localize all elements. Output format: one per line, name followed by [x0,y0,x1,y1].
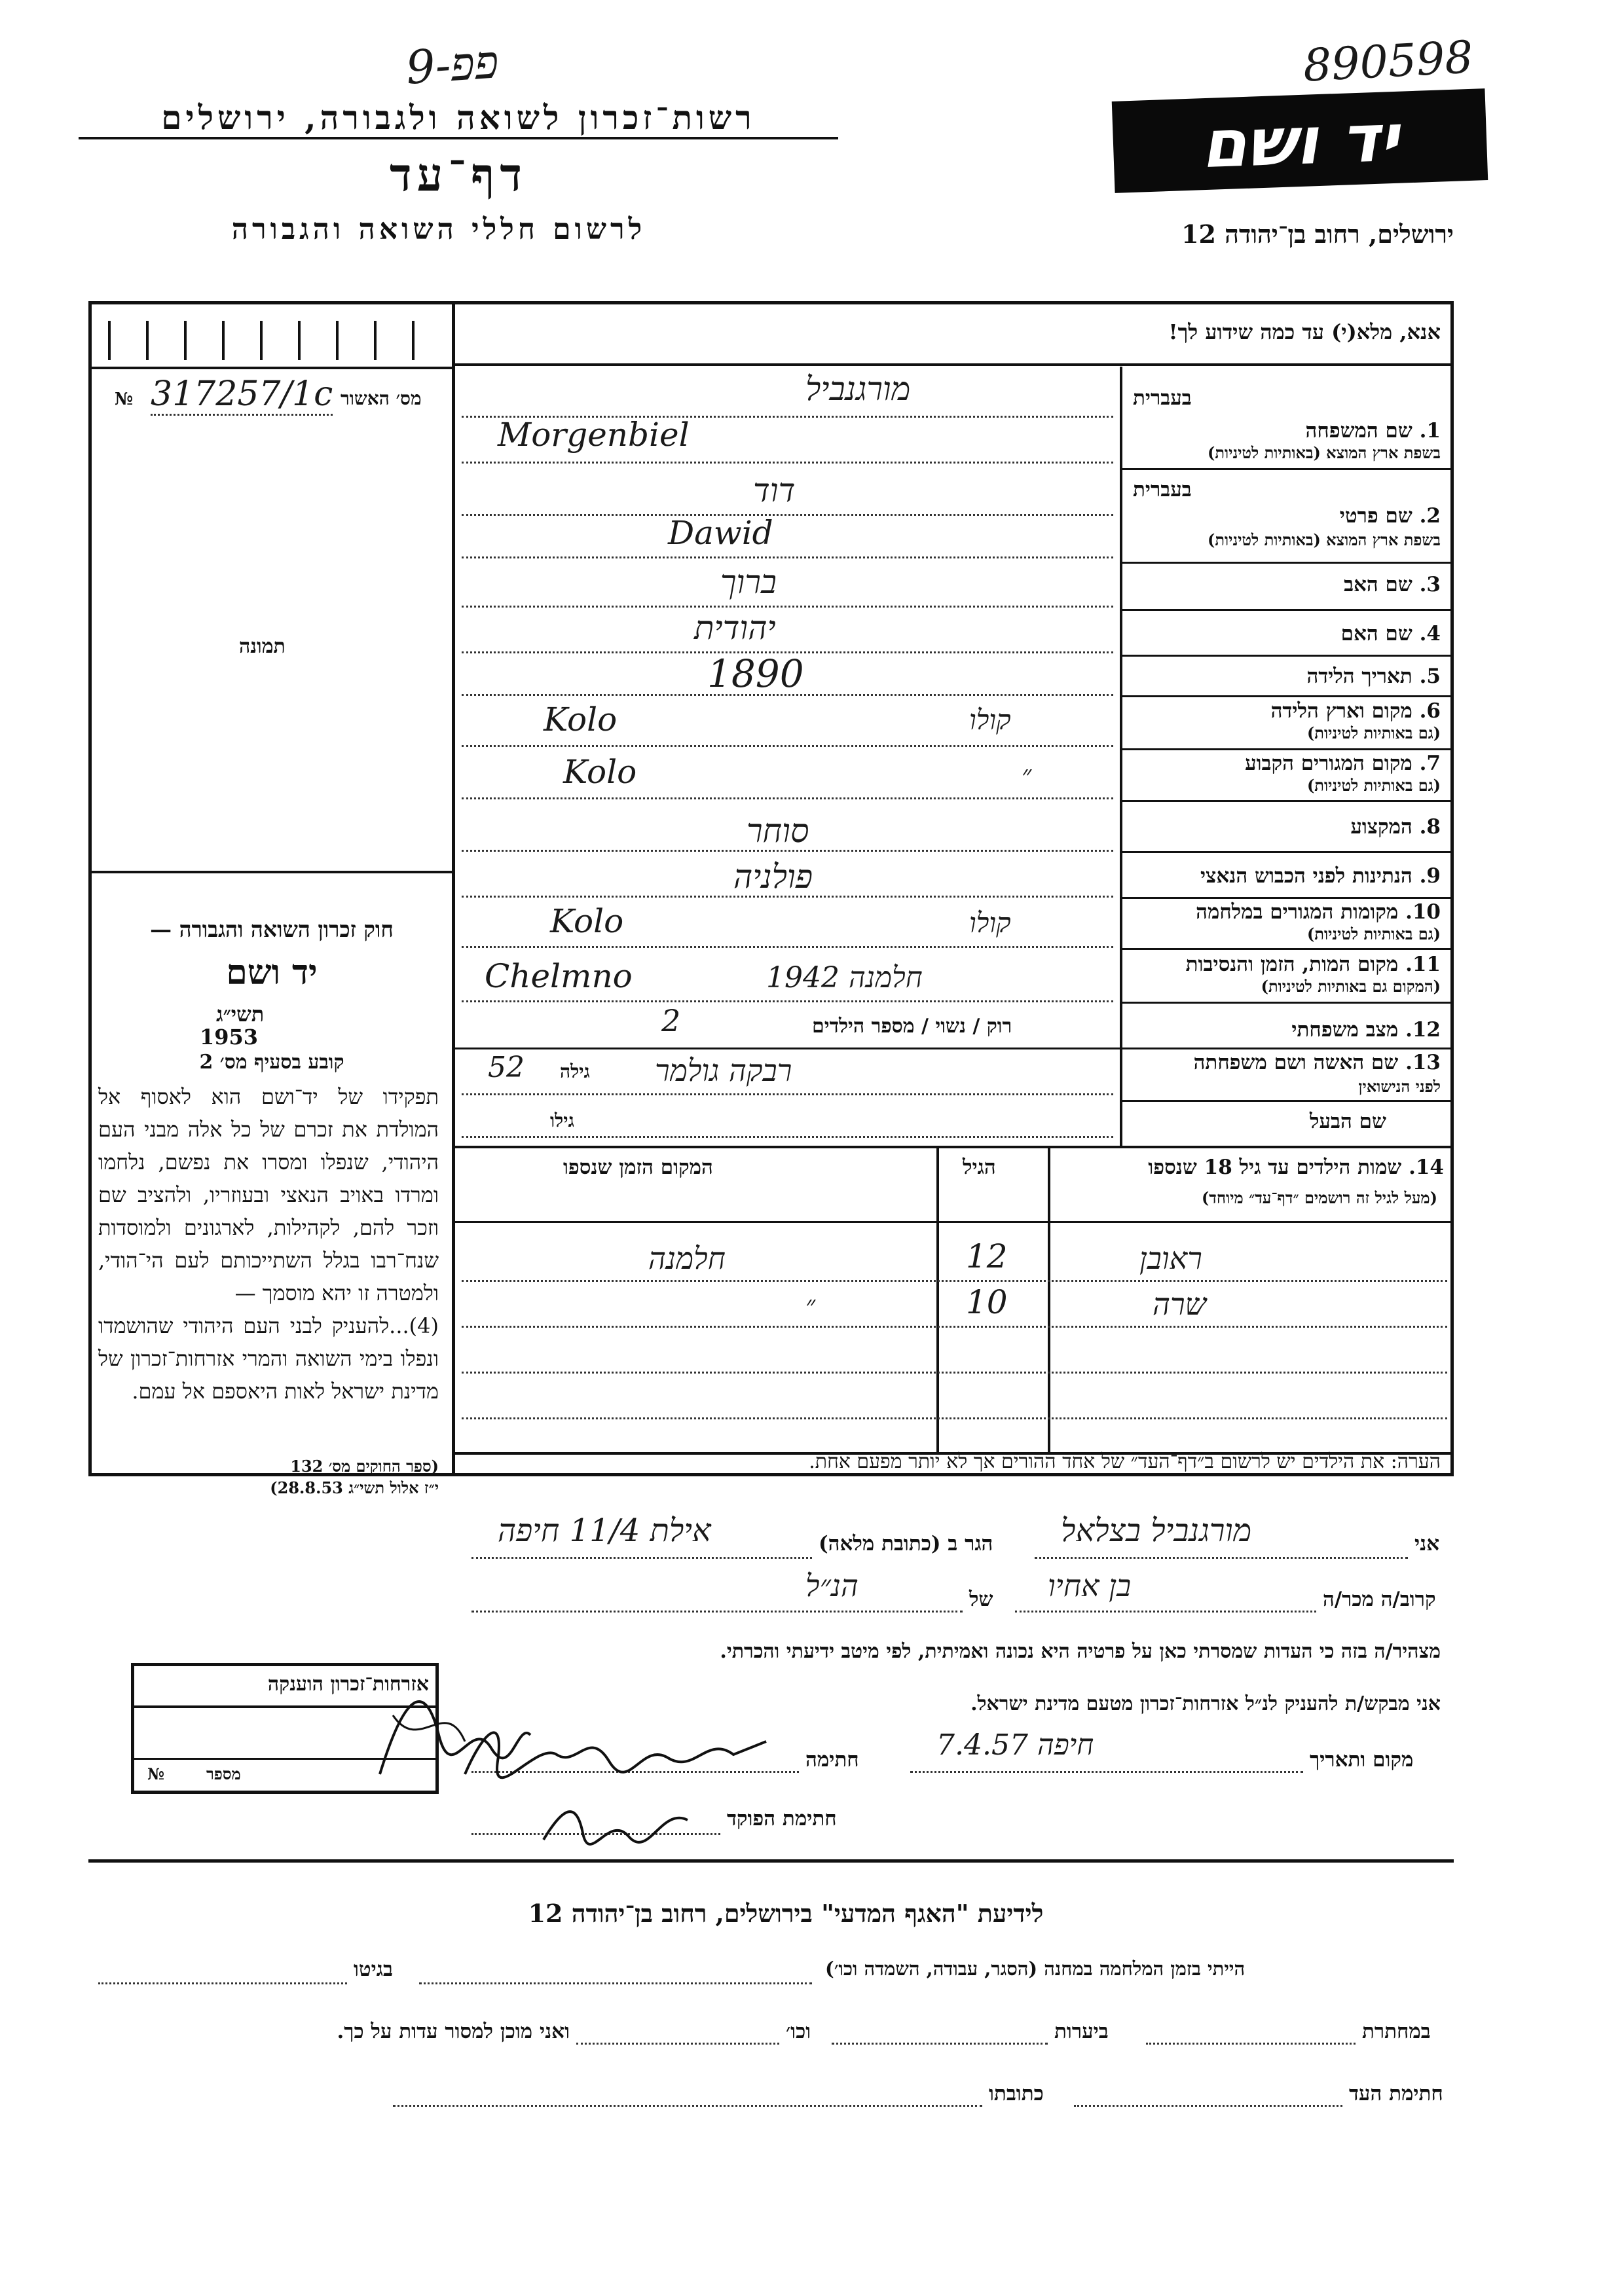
footer-line2-d: ואני מוכן למסור עדות על כך. [337,2020,570,2043]
decl-place-date-value: חיפה 7.4.57 [936,1728,1094,1762]
decl-signature-label: חתימה [805,1748,859,1772]
field-1-num: 1. [1419,419,1441,443]
cert-ticks [108,321,442,360]
field-2-num: 2. [1419,504,1441,528]
field-9-line [462,896,1113,898]
field-10-label [1133,900,1441,924]
field-12-num: 12. [1405,1018,1441,1042]
field-2-line-a [462,514,1113,516]
yad-vashem-logo [1112,88,1488,193]
field-8-value: סוחר [747,812,809,850]
left-column-divider [452,301,455,1476]
note-text: הערה: את הילדים יש לרשום ב״דף־העד״ של אחד ההורים אך לא יותר מפעם אחת. [809,1450,1441,1473]
field-8-text: המקצוע [1350,815,1412,839]
children-sub: (מעל לגיל זה רושמים ״דף־עד״ מיוחד) [1201,1188,1437,1207]
children-num: 14. [1409,1156,1444,1179]
law-year: 1953 [200,1025,259,1049]
law-text-2: (4)...להעניק לבני העם היהודי שהושמדו ונפלו בימי השואה והמרי אזרחות־זכרון של מדינת ישראל לאות היאספם אל עמם. [98,1313,439,1404]
field-3-num: 3. [1419,573,1441,596]
children-row-1-place: חלמנה [648,1241,726,1276]
law-name: יד ושם [226,953,318,993]
decl-name-line [1035,1557,1408,1559]
field-7-num: 7. [1419,752,1441,775]
citizenship-title: אזרחות־זכרון הוענקה [267,1673,429,1696]
decl-place-date: מקום ותאריך [1310,1748,1414,1772]
photo-label: תמונה [239,635,286,658]
footer-title: לידיעת "האגף המדעי" בירושלים, רחוב בן־יהודה 12 [528,1899,1044,1928]
field-4-label [1133,622,1441,646]
handwritten-archive-mark: פפ-9 [404,35,501,95]
field-4-divider [1120,655,1454,657]
field-8-num: 8. [1419,815,1441,839]
decl-relative-line [1015,1611,1316,1613]
field-11-value-latin: Chelmno [485,957,633,995]
org-address: ירושלים, רחוב בן־יהודה 12 [1181,219,1454,249]
form-subtitle: לרשום חללי השואה והגבורה [231,213,646,246]
field-9-text: הנתינות לפני הכבוש הנאצי [1200,864,1412,888]
footer-line1-b: בגיטו [354,1958,393,1981]
label-column-divider [1120,367,1122,1146]
field-7-label [1133,752,1441,775]
decl-of-line [471,1611,963,1613]
field-1-label [1133,419,1441,443]
field-2-value-hebrew: דוד [753,471,796,509]
field-13-label [1133,1051,1441,1074]
field-5-value: 1890 [707,651,804,696]
field-9-divider [1120,897,1454,899]
decl-request: אני מבקש/ת להעניק לנ״ל אזרחות־זכרון מטעם מדינת ישראל. [970,1692,1441,1715]
field-13-sub: לפני הנישואין [1358,1077,1441,1096]
field-7-value-latin: Kolo [563,753,637,791]
field-7-divider [1120,800,1454,802]
children-row-2-age: 10 [966,1283,1008,1321]
field-12-divider [452,1048,1454,1049]
field-3-divider [1120,609,1454,611]
husband-line [462,1136,1113,1138]
field-12-label [1133,1018,1441,1042]
footer-line2-b: ביערות [1054,2020,1109,2043]
decl-officer-signature: חתימת הפוקד [727,1807,837,1831]
field-11-line [462,1000,1113,1002]
field-6-value-hebrew: קולו [969,704,1011,736]
field-8-line [462,850,1113,852]
field-9-num: 9. [1419,864,1441,888]
decl-of-value: הנ״ל [805,1568,858,1603]
field-1-tag: בעברית [1133,386,1192,410]
field-10-num: 10. [1405,900,1441,924]
field-6-value-latin: Kolo [544,701,618,738]
certificate-value: 317257/1c [151,374,333,416]
field-2-line-b [462,556,1113,558]
children-row-2-place: ״ [805,1290,816,1321]
field-7-value-hebrew: ״ [1022,760,1032,790]
field-7-line [462,797,1113,799]
law-ref: (ספר החוקים מס׳ 132 [290,1457,439,1476]
field-13-divider [1120,1100,1454,1102]
field-10-sub: (גם באותיות לטיניות) [1306,924,1441,943]
field-5-num: 5. [1419,665,1441,688]
certificate-no-sign: № [115,390,134,409]
field-3-value: ברוך [720,563,777,601]
logo-text: יד ושם [1200,99,1400,183]
field-4-value: יהודית [694,609,776,647]
field-12-children-count: 2 [661,1003,681,1038]
children-row-2-name: שרה [1153,1286,1207,1322]
field-5-divider [1120,695,1454,697]
field-3-text: שם האב [1344,573,1412,596]
field-13-line [462,1093,1113,1095]
field-11-sub: (המקום גם באותיות לטיניות) [1261,977,1441,996]
citizenship-stamp-signature [367,1676,537,1787]
children-row-1-name: ראובן [1139,1241,1202,1276]
field-3-line [462,606,1113,608]
footer-line1-a-dots [419,1982,812,1984]
field-2-divider [1120,562,1454,564]
children-col-divider-2 [936,1146,939,1453]
field-8-divider [1120,851,1454,853]
law-ref-2: י״ז אלול תשי״ג 28.8.53) [270,1478,439,1497]
husband-age-label: גילו [550,1110,574,1131]
field-2-value-latin: Dawid [668,514,773,552]
field-12-text: מצב משפחתי [1291,1018,1399,1042]
footer-line3-b-dots [393,2105,982,2107]
field-1-sub: בשפת ארץ המוצא (באותיות לטיניות) [1208,443,1441,462]
decl-relative-value: בן אחיו [1048,1568,1132,1603]
husband-label: שם הבעל [1310,1110,1386,1133]
field-13-age-label: גילה [560,1061,590,1082]
field-6-text: מקום וארץ הלידה [1270,699,1412,723]
field-10-line [462,946,1113,948]
field-13-age: 52 [488,1051,525,1084]
field-7-text: מקום המגורים הקבוע [1245,752,1412,775]
field-1-line-b [462,462,1113,464]
intro-divider [452,363,1454,366]
decl-relative: קרוב/ה מכר/ה [1323,1588,1436,1611]
decl-address-line [471,1557,812,1559]
children-row-4-line [462,1417,1447,1419]
field-2-label [1133,504,1441,528]
footer-line2-a-dots [1146,2043,1356,2045]
children-col-place: המקום הזמן שנספו [563,1156,713,1179]
children-col-divider-1 [1048,1146,1050,1453]
footer-line3-b: כתובתו [989,2082,1044,2105]
field-3-label [1133,573,1441,596]
decl-lives-at: הגר ב (כתובת מלאה) [819,1532,993,1556]
form-title: דף־עד [389,147,527,202]
officer-signature [537,1794,694,1853]
field-6-label [1133,699,1441,723]
field-11-value-hebrew: חלמנה 1942 [766,961,923,994]
field-10-divider [1120,948,1454,950]
citizenship-number-label: מספר [206,1764,241,1783]
intro-text: אנא, מלא(י) עד כמה שידוע לך! [1168,319,1441,344]
footer-line3-a-dots [1074,2105,1342,2107]
field-5-text: תאריך הלידה [1306,665,1412,688]
field-10-value-hebrew: קולו [969,907,1011,939]
field-2-tag: בעברית [1133,478,1192,501]
footer-line3-a: חתימת העד [1349,2082,1443,2105]
footer-line2-b-dots [832,2043,1048,2045]
field-1-text: שם המשפחה [1305,419,1412,443]
children-row-1-line [462,1280,1447,1282]
field-13-num: 13. [1405,1051,1441,1074]
field-11-divider [1120,1002,1454,1004]
footer-line2-c: וכו׳ [786,2020,811,2043]
decl-of: של [969,1588,993,1611]
footer-divider [88,1859,1454,1863]
field-2-text: שם פרטי [1339,504,1412,528]
field-10-value-latin: Kolo [550,902,624,940]
field-9-value: פולניה [733,858,813,896]
decl-name-value: מורגנביל בצלאל [1061,1512,1252,1549]
law-section: קובע בסעיף מס׳ 2 [199,1051,344,1074]
decl-statement: מצהיר/ה בזה כי העדות שמסרתי כאן על פרטיה היא נכונה ואמיתית, לפי מיטב ידיעתי והכרתי. [720,1640,1441,1663]
children-text: שמות הילדים עד גיל 18 שנספו [1148,1156,1402,1179]
law-year-he: תשי״ג [216,1002,265,1027]
field-1-value-hebrew: מורגנביל [805,370,911,408]
certificate-label: מס׳ האשור [341,388,422,409]
field-6-line [462,745,1113,747]
field-6-divider [1120,748,1454,750]
field-7-sub: (גם באותיות לטיניות) [1306,776,1441,795]
field-6-num: 6. [1419,699,1441,723]
children-label [1058,1156,1444,1179]
footer-line1-a: הייתי בזמן המלחמה במחנה (הסגר, עבודה, השמדה וכו׳) [825,1958,1246,1980]
citizenship-no-sign: № [147,1764,165,1783]
footer-line2-a: במחתרת [1362,2020,1431,2043]
law-text: תפקידו של יד־ושם הוא לאסוף אל המולדת את זכרם של כל אלה מבני העם היהודי, שנפלו ומסרו את נפשם, נלחמו ומרדו באויב הנאצי ובעוזריו, ולהציב שם וזכר להם, לקהילות, לארגונים ולמוסדות שנח־רבו בגלל השתייכותם לעם הי־הודי, ולמטרה זו יהא מוסמך — [98,1084,439,1305]
field-9-label [1133,864,1441,888]
children-row-2-line [462,1326,1447,1328]
children-header-divider [452,1221,1454,1223]
field-13-value: רבקה גולמר [655,1053,792,1088]
field-12-options: רוק / נשוי / מספר הילדים [812,1015,1012,1038]
field-8-label [1133,815,1441,839]
field-11-num: 11. [1405,953,1441,976]
field-11-text: מקום המות, הזמן והנסיבות [1185,953,1399,976]
field-5-line [462,694,1113,696]
org-line: רשות־זכרון לשואה ולגבורה, ירושלים [79,98,838,139]
children-row-1-age: 12 [966,1237,1008,1275]
decl-address-value: אילת 11/4 חיפה [498,1512,711,1549]
footer-line1-b-dots [98,1982,347,1984]
field-13-text: שם האשה ושם משפחתה [1193,1051,1399,1074]
field-2-sub: בשפת ארץ המוצא (באותיות לטיניות) [1208,530,1441,549]
photo-bottom-divider [88,871,452,873]
field-1-value-latin: Morgenbiel [498,416,690,454]
law-title: חוק זכרון השואה והגבורה — [150,917,394,942]
husband-divider [452,1146,1454,1148]
decl-place-date-line [910,1771,1303,1773]
field-4-num: 4. [1419,622,1441,646]
decl-i: אני [1414,1532,1440,1556]
field-11-label [1133,953,1441,976]
field-4-text: שם האם [1340,622,1412,646]
stamp-number: 890598 [1302,31,1475,92]
children-col-age: הגיל [963,1156,996,1179]
field-10-text: מקומות המגורים במלחמה [1196,900,1399,924]
field-1-divider [1120,468,1454,470]
children-row-3-line [462,1372,1447,1374]
cert-divider [88,367,452,369]
field-5-label [1133,665,1441,688]
field-6-sub: (גם באותיות לטיניות) [1306,723,1441,742]
footer-line2-c-dots [576,2043,779,2045]
